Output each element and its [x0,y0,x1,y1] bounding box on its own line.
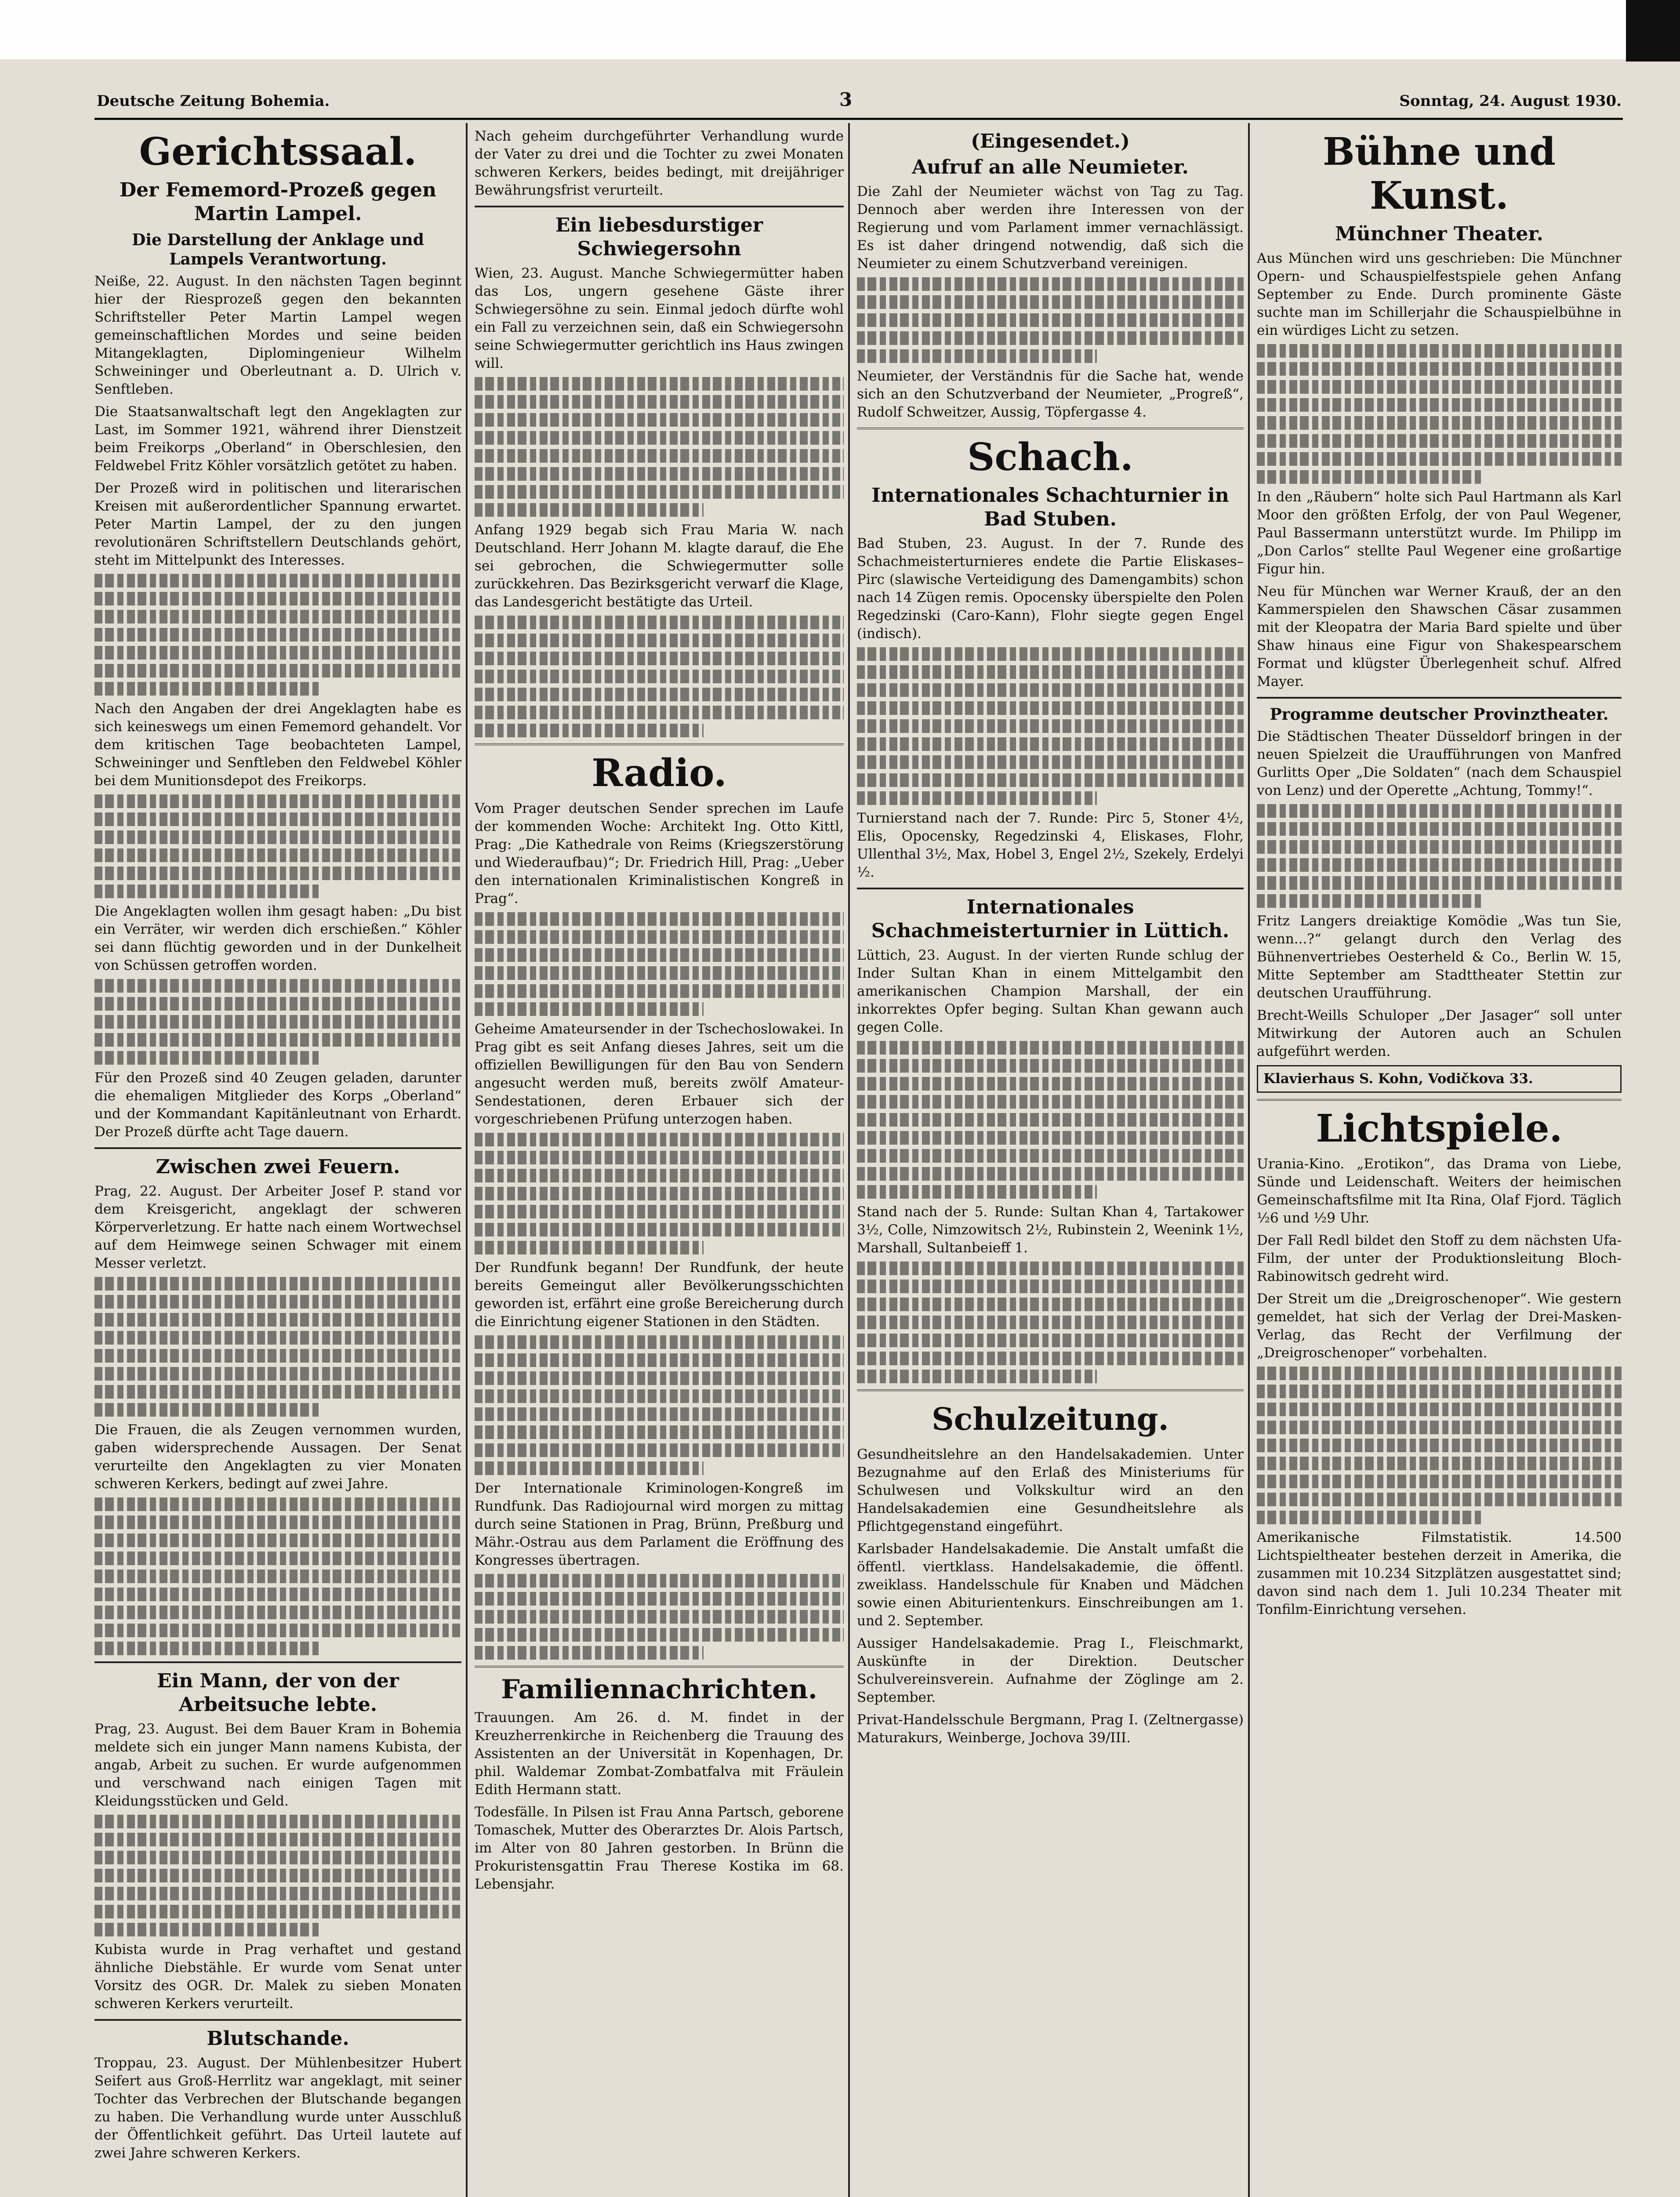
illegible-text [94,574,461,696]
illegible-text [475,1133,844,1254]
article-paragraph: Geheime Amateursender in der Tschechoslowakei. In Prag gibt es seit Anfang dieses Jahres, seit um die offiziellen Bewilligungen für den Bau von Sendern angesucht werden muß, bereits zwölf Amateur-Sendestationen, deren Erbauer sich der vorgeschriebenen Prüfung unterzogen haben. [475,1021,844,1127]
article-paragraph: Nach den Angaben der drei Angeklagten habe es sich keineswegs um einen Fememord gehandelt. Vor dem kritischen Tage beobachteten Lampel, Schweininger und Senftleben den Feldwebel Köhler bei dem Munitionsdepot des Freikorps. [94,701,461,789]
article-divider [94,2019,461,2021]
article-paragraph: Trauungen. Am 26. d. M. findet in der Kreuzherrenkirche in Reichenberg die Trauung des Assistenten an der Universität in Kopenhagen, Dr. phil. Waldemar Zombat-Zombatfalva mit Fräulein Edith Hermann statt. [475,1710,844,1798]
article-title: Ein Mann, der von der Arbeitsuche lebte. [157,1670,399,1716]
illegible-text [475,1574,844,1660]
article-title: Münchner Theater. [1335,223,1543,245]
illegible-text [94,1497,461,1655]
article-paragraph: Der Internationale Kriminologen-Kongreß im Rundfunk. Das Radiojournal wird morgen zu mittag durch seine Stationen in Prag, Brünn, Preßburg und Mähr.-Ostrau aus dem Parlament die Eröffnung des Kongresses übertragen. [475,1480,844,1568]
article-paragraph: Neu für München war Werner Krauß, der an den Kammerspielen den Shawschen Cäsar zusammen mit der Kleopatra der Maria Bard spielte und über Shaw hinaus eine Figur von Shakespearschem Format und klügster Überlegenheit schuf. Alfred Mayer. [1257,584,1622,689]
section-title-film: Lichtspiele. [1316,1106,1563,1151]
column-1 [94,127,461,2197]
illegible-text [857,647,1244,805]
article-paragraph: Troppau, 23. August. Der Mühlenbesitzer Hubert Seifert aus Groß-Herrlitz war angeklagt, mit seiner Tochter das Verbrechen der Blutschande begangen zu haben. Die Verhandlung wurde unter Ausschluß der Öffentlichkeit geführt. Das Urteil lautete auf zwei Jahre schweren Kerkers. [94,2055,461,2161]
advertisement [1257,1065,1622,1093]
article-title: Blutschande. [207,2027,349,2050]
article-paragraph: Die Staatsanwaltschaft legt den Angeklagten zur Last, im Sommer 1921, während ihrer Dienstzeit beim Freikorps „Oberland“ in Oberschlesien, den Feldwebel Fritz Köhler vorsätzlich getötet zu haben. [94,404,461,474]
illegible-text [1257,344,1622,484]
article-divider [94,1661,461,1663]
article-paragraph: Kubista wurde in Prag verhaftet und gestand ähnliche Diebstähle. Er wurde vom Senat unter Vorsitz des OGR. Dr. Malek zu sieben Monaten schweren Kerkers verurteilt. [94,1942,461,2012]
article-paragraph: Nach geheim durchgeführter Verhandlung wurde der Vater zu drei und die Tochter zu zwei Monaten schweren Kerkers, beides bedingt, mit dreijähriger Bewährungsfrist verurteilt. [475,128,844,198]
article-title: Ein liebesdurstiger Schwiegersohn [555,214,763,260]
header-rule [94,118,1623,120]
illegible-text [475,912,844,1016]
article-divider [857,888,1244,889]
article-title: Der Fememord-Prozeß gegen Martin Lampel. [120,179,436,225]
illegible-text [857,1041,1244,1199]
illegible-text [475,1335,844,1475]
page-number: 3 [839,89,853,110]
article-paragraph: Urania-Kino. „Erotikon“, das Drama von Liebe, Sünde und Leidenschaft. Weiters der heimischen Gemeinschaftsfilme mit Ita Rina, Olaf Fjord. Täglich ½6 und ½9 Uhr. [1257,1156,1622,1226]
illegible-text [1257,1367,1622,1524]
article-title: Internationales Schachmeisterturnier in Lüttich. [871,896,1230,942]
article-divider [475,206,844,207]
article-paragraph: Die Städtischen Theater Düsseldorf bringen in der neuen Spielzeit die Uraufführungen von Manfred Gurlitts Oper „Die Soldaten“ (nach dem Schauspiel von Lenz) und der Operette „Achtung, Tommy!“. [1257,729,1622,798]
illegible-text [475,377,844,517]
illegible-text [857,277,1244,363]
article-paragraph: Neiße, 22. August. In den nächsten Tagen beginnt hier der Riesprozeß gegen den bekannten Schriftsteller Peter Martin Lampel wegen gemeinschaftlichen Mordes und seine beiden Mitangeklagten, Diplomingenieur Wilhelm Schweininger und Oberleutnant a. D. Ulrich v. Senftleben. [94,273,461,397]
article-paragraph: Anfang 1929 begab sich Frau Maria W. nach Deutschland. Herr Johann M. klagte darauf, die Ehe sei gebrochen, die Schwiegermutter solle zurückkehren. Das Bezirksgericht verwarf die Klage, das Landesgericht bestätigte das Urteil. [475,522,844,610]
section-title-radio: Radio. [591,751,727,795]
article-divider [1257,697,1622,699]
illegible-text [94,1815,461,1936]
illegible-text [475,616,844,737]
section-title-family: Familiennachrichten. [501,1674,817,1705]
article-paragraph: Brecht-Weills Schuloper „Der Jasager“ soll unter Mitwirkung der Autoren auch an Schulen aufgeführt werden. [1257,1008,1622,1059]
illegible-text [94,979,461,1065]
paper-name: Deutsche Zeitung Bohemia. [97,92,330,110]
article-paragraph: Bad Stuben, 23. August. In der 7. Runde des Schachmeisterturnieres endete die Partie Eliskases–Pirc (slawische Verteidigung des Damengambits) schon nach 14 Zügen remis. Opocensky überspielte den Polen Regedzinski (Caro-Kann), Flohr siegte gegen Engel (indisch). [857,536,1244,642]
article-paragraph: Stand nach der 5. Runde: Sultan Khan 4, Tartakower 3½, Colle, Nimzowitsch 2½, Rubinstein 2, Weenink 1½, Marshall, Sultanbeieff 1. [857,1204,1244,1256]
section-title-school: Schulzeitung. [932,1401,1169,1437]
illegible-text [94,794,461,898]
illegible-text [94,1277,461,1417]
article-title: Internationales Schachturnier in Bad Stuben. [871,484,1229,530]
article-title: Programme deutscher Provinztheater. [1270,705,1609,724]
article-paragraph: Der Prozeß wird in politischen und literarischen Kreisen mit außerordentlicher Spannung erwartet. Peter Martin Lampel, der zu den jungen revolutionären Schriftstellern Deutschlands gehört, steht im Mittelpunkt des Interesses. [94,480,461,568]
article-paragraph: Aus München wird uns geschrieben: Die Münchner Opern- und Schauspielfestspiele gehen Anfang September zu Ende. Durch prominente Gäste suchte man im Schillerjahr die Schauspielbühne in ein würdiges Licht zu setzen. [1257,250,1622,338]
article-paragraph: Der Fall Redl bildet den Stoff zu dem nächsten Ufa-Film, der unter der Produktionsleitung Bloch-Rabinowitsch gedreht wird. [1257,1233,1622,1284]
article-paragraph: Lüttich, 23. August. In der vierten Runde schlug der Inder Sultan Khan in einem Mittelgambit den amerikanischen Champion Marshall, der ein inkorrektes Opfer beging. Sultan Khan gewann auch gegen Colle. [857,947,1244,1035]
article-paragraph: Die Zahl der Neumieter wächst von Tag zu Tag. Dennoch aber werden ihre Interessen von der Regierung und vom Parlament immer vernachlässigt. Es ist daher dringend notwendig, daß sich die Neumieter zu einem Schutzverband vereinigen. [857,184,1244,272]
illegible-text [857,1262,1244,1383]
section-divider [857,1389,1244,1391]
page-header [97,89,1622,114]
scan-corner-mark [1626,0,1680,62]
scan-margin [0,0,1680,59]
section-divider [475,1666,844,1668]
article-paragraph: Der Streit um die „Dreigroschenoper“. Wie gestern gemeldet, hat sich der Verlag der Drei-Masken-Verlag, das Recht der Verfilmung der „Dreigroschenoper“ vorbehalten. [1257,1291,1622,1361]
section-divider [857,428,1244,429]
illegible-text [1257,804,1622,908]
article-paragraph: Aussiger Handelsakademie. Prag I., Fleischmarkt, Auskünfte in der Direktion. Deutscher Schulvereinsverein. Aufnahme der Zöglinge am 2. September. [857,1635,1244,1705]
section-title-courtroom: Gerichtssaal. [139,130,417,174]
column-rule [466,123,468,2197]
article-paragraph: Turnierstand nach der 7. Runde: Pirc 5, Stoner 4½, Elis, Opocensky, Regedzinski 4, Eliskases, Flohr, Ullenthal 3½, Max, Hobel 3, Engel 2½, Szekely, Erdelyi ½. [857,810,1244,880]
article-paragraph: In den „Räubern“ holte sich Paul Hartmann als Karl Moor den größten Erfolg, der von Paul Wegener, Paul Bassermann unterstützt wurde. Im Philipp im „Don Carlos“ stellte Paul Wegener eine großartige Figur hin. [1257,489,1622,577]
article-paragraph: Die Angeklagten wollen ihm gesagt haben: „Du bist ein Verräter, wir werden dich erschießen.“ Köhler sei dann flüchtig geworden und in der Dunkelheit von Schüssen getroffen worden. [94,903,461,973]
section-divider [1257,1099,1622,1101]
article-paragraph: Die Frauen, die als Zeugen vernommen wurden, gaben widersprechende Aussagen. Der Senat verurteilte den Angeklagten zu vier Monaten schweren Kerkers, bedingt auf zwei Jahre. [94,1422,461,1492]
article-paragraph: Prag, 22. August. Der Arbeiter Josef P. stand vor dem Kreisgericht, angeklagt der schweren Körperverletzung. Er hatte nach einem Wortwechsel auf dem Heimwege seinen Schwager mit einem Messer verletzt. [94,1183,461,1271]
section-divider [475,743,844,745]
section-title-stage-art: Bühne und Kunst. [1322,130,1556,218]
article-paragraph: Wien, 23. August. Manche Schwiegermütter haben das Los, ungern gesehene Gäste ihrer Schwiegersöhne zu sein. Einmal jedoch dürfte wohl ein Fall zu verzeichnen sein, daß ein Schwiegersohn seine Schwiegermutter gerichtlich ins Haus zwingen will. [475,265,844,371]
article-paragraph: Neumieter, der Verständnis für die Sache hat, wende sich an den Schutzverband der Neumieter, „Progreß“, Rudolf Schweitzer, Aussig, Töpfergasse 4. [857,368,1244,420]
article-divider [94,1147,461,1149]
column-4 [1257,127,1622,2197]
article-paragraph: Amerikanische Filmstatistik. 14.500 Lichtspieltheater bestehen derzeit in Amerika, die zusammen mit 10.234 Sitzplätzen ausgestattet sind; davon sind nach dem 1. Juli 10.234 Theater mit Tonfilm-Einrichtung versehen. [1257,1530,1622,1617]
article-paragraph: Fritz Langers dreiaktige Komödie „Was tun Sie, wenn...?“ gelangt durch den Verlag des Bühnenvertriebes Oesterheld & Co., Berlin W. 15, Mitte September am Stadttheater Stettin zur deutschen Uraufführung. [1257,913,1622,1001]
ad-text: Klavierhaus S. Kohn, Vodičkova 33. [1263,1071,1533,1087]
article-paragraph: Für den Prozeß sind 40 Zeugen geladen, darunter die ehemaligen Mitglieder des Korps „Oberland“ und der Kommandant Kapitänleutnant von Erhardt. Der Prozeß dürfte acht Tage dauern. [94,1070,461,1140]
article-paragraph: Privat-Handelsschule Bergmann, Prag I. (Zeltnergasse) Maturakurs, Weinberge, Jochova 39/III. [857,1712,1244,1746]
article-paragraph: Prag, 23. August. Bei dem Bauer Kram in Bohemia meldete sich ein junger Mann namens Kubista, der angab, Arbeit zu suchen. Er wurde aufgenommen und verschwand nach einigen Tagen mit Kleidungsstücken und Geld. [94,1721,461,1809]
column-rule [1248,123,1250,2197]
article-paragraph: Todesfälle. In Pilsen ist Frau Anna Partsch, geborene Tomaschek, Mutter des Oberarztes Dr. Alois Partsch, im Alter von 80 Jahren gestorben. In Brünn die Prokuristensgattin Frau Therese Kostika im 68. Lebensjahr. [475,1804,844,1892]
column-2 [475,127,844,2197]
article-subtitle: Die Darstellung der Anklage und Lampels Verantwortung. [132,231,424,268]
column-3 [857,127,1244,2197]
article-title: Zwischen zwei Feuern. [156,1156,400,1178]
column-rule [848,123,850,2197]
section-title-chess: Schach. [967,435,1133,479]
submitted-tag: (Eingesendet.) [971,130,1130,152]
article-title: Aufruf an alle Neumieter. [912,156,1189,178]
article-paragraph: Vom Prager deutschen Sender sprechen im Laufe der kommenden Woche: Architekt Ing. Otto Kittl, Prag: „Die Kathedrale von Reims (Kriegszerstörung und Wiederaufbau)“; Dr. Friedrich Hill, Prag: „Ueber den internationalen Kriminalistischen Kongreß in Prag“. [475,801,844,906]
issue-date: Sonntag, 24. August 1930. [1399,92,1622,110]
article-paragraph: Gesundheitslehre an den Handelsakademien. Unter Bezugnahme auf den Erlaß des Ministeriums für Schulwesen und Volkskultur wird an den Handelsakademien eine Gesundheitslehre als Pflichtgegenstand eingeführt. [857,1447,1244,1534]
article-paragraph: Der Rundfunk begann! Der Rundfunk, der heute bereits Gemeingut aller Bevölkerungsschichten geworden ist, erfährt eine große Bereicherung durch die Einrichtung eigener Stationen in den Städten. [475,1260,844,1330]
article-paragraph: Karlsbader Handelsakademie. Die Anstalt umfaßt die öffentl. viertklass. Handelsakademie, die öffentl. zweiklass. Handelsschule für Knaben und Mädchen sowie einen Abiturientenkurs. Einschreibungen am 1. und 2. September. [857,1541,1244,1629]
